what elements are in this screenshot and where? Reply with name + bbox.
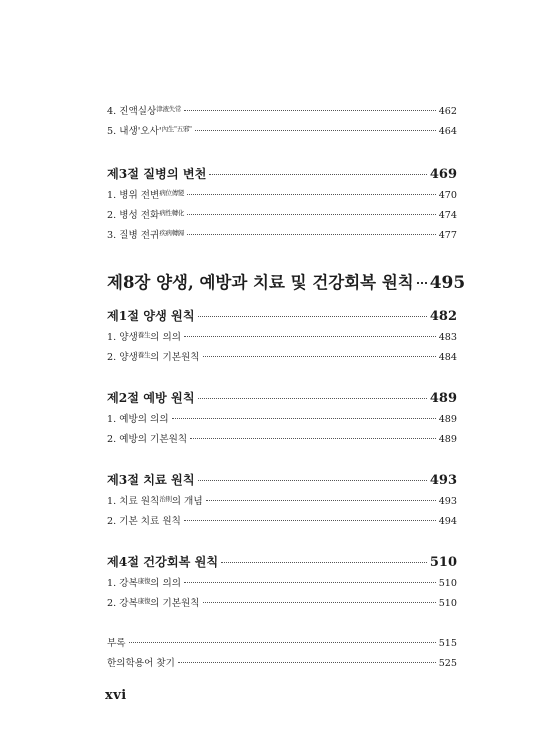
toc-entry[interactable] (107, 227, 457, 247)
table-of-contents (107, 103, 466, 675)
toc-entry-glossary[interactable] (107, 655, 457, 675)
leader-dots (206, 500, 436, 501)
toc-entry[interactable] (107, 595, 457, 615)
toc-page-number: 510 (438, 598, 457, 609)
toc-entry[interactable] (107, 123, 457, 143)
leader-dots (184, 336, 436, 337)
toc-page-number: 493 (438, 496, 457, 507)
toc-entry[interactable] (107, 493, 457, 513)
toc-page-number: 484 (438, 352, 457, 363)
toc-entry[interactable] (107, 103, 457, 123)
toc-section-heading[interactable] (107, 307, 457, 329)
toc-page-number: 477 (438, 230, 457, 241)
leader-dots (195, 130, 436, 131)
leader-dots (198, 480, 427, 481)
toc-entry-title: 한의학용어 찾기 (107, 658, 175, 669)
toc-page-number: 482 (429, 309, 457, 324)
section-title: 제3절 질병의 변천 (107, 167, 207, 181)
toc-page-number: 474 (438, 210, 457, 221)
leader-dots (203, 356, 436, 357)
toc-page-number: 469 (429, 167, 457, 182)
leader-dots (172, 418, 436, 419)
toc-entry-title: 3. 질병 전귀$^{疾病轉歸}$ (107, 229, 185, 241)
toc-page-number: 489 (438, 414, 457, 425)
toc-page-number: 495 (429, 273, 466, 293)
toc-page-number: 462 (438, 106, 457, 117)
leader-dots (129, 642, 436, 643)
toc-entry[interactable] (107, 207, 457, 227)
leader-dots (184, 110, 436, 111)
leader-dots (198, 316, 427, 317)
toc-chapter-heading[interactable] (107, 269, 466, 295)
toc-page-number: 464 (438, 126, 457, 137)
leader-dots (178, 662, 436, 663)
leader-dots (187, 214, 436, 215)
toc-entry[interactable] (107, 329, 457, 349)
toc-page-number: 489 (438, 434, 457, 445)
toc-entry-title: 1. 치료 원칙$^{治則}$의 개념 (107, 495, 203, 507)
toc-entry[interactable] (107, 349, 457, 369)
toc-section-heading[interactable] (107, 471, 457, 493)
toc-entry[interactable] (107, 411, 457, 431)
toc-page-number: 525 (438, 658, 457, 669)
toc-section-heading[interactable] (107, 165, 457, 187)
toc-entry-title: 5. 내생'오사'$^{內生"五邪"}$ (107, 125, 192, 137)
toc-entry[interactable] (107, 513, 457, 533)
toc-section-heading[interactable] (107, 389, 457, 411)
leader-dots (203, 602, 436, 603)
toc-entry-appendix[interactable] (107, 635, 457, 655)
toc-page-number: 515 (438, 638, 457, 649)
toc-entry-title: 부록 (107, 638, 126, 649)
toc-page-number: 494 (438, 516, 457, 527)
toc-page-number: 510 (429, 555, 457, 570)
toc-page-number: 483 (438, 332, 457, 343)
toc-entry-title: 1. 병위 전변$^{病位傳變}$ (107, 189, 185, 201)
toc-page-number: 510 (438, 578, 457, 589)
leader-dots (187, 234, 436, 235)
section-title: 제3절 치료 원칙 (107, 473, 195, 487)
leader-dots (190, 438, 436, 439)
section-title: 제1절 양생 원칙 (107, 309, 195, 323)
toc-entry-title: 2. 예방의 기본원칙 (107, 434, 188, 445)
section-title: 제4절 건강회복 원칙 (107, 555, 219, 569)
toc-page-number: 489 (429, 391, 457, 406)
page-number-label: xvi (105, 688, 127, 703)
leader-dots (417, 282, 427, 284)
toc-entry[interactable] (107, 187, 457, 207)
leader-dots (209, 174, 426, 175)
toc-entry[interactable] (107, 575, 457, 595)
toc-entry-title: 1. 양생$^{養生}$의 의의 (107, 331, 182, 343)
chapter-title: 제8장 양생, 예방과 치료 및 건강회복 원칙 (107, 273, 414, 292)
leader-dots (184, 520, 436, 521)
toc-page-number: 493 (429, 473, 457, 488)
toc-entry-title: 2. 양생$^{養生}$의 기본원칙 (107, 351, 200, 363)
leader-dots (221, 562, 427, 563)
toc-entry[interactable] (107, 431, 457, 451)
leader-dots (187, 194, 436, 195)
toc-entry-title: 1. 예방의 의의 (107, 414, 169, 425)
toc-entry-title: 1. 강복$^{康復}$의 의의 (107, 577, 182, 589)
toc-entry-title: 4. 진액실상$^{津液失常}$ (107, 105, 182, 117)
toc-section-heading[interactable] (107, 553, 457, 575)
toc-page-number: 470 (438, 190, 457, 201)
toc-entry-title: 2. 강복$^{康復}$의 기본원칙 (107, 597, 200, 609)
toc-entry-title: 2. 병성 전화$^{病性轉化}$ (107, 209, 185, 221)
section-title: 제2절 예방 원칙 (107, 391, 195, 405)
toc-entry-title: 2. 기본 치료 원칙 (107, 516, 181, 527)
leader-dots (198, 398, 427, 399)
leader-dots (184, 582, 436, 583)
